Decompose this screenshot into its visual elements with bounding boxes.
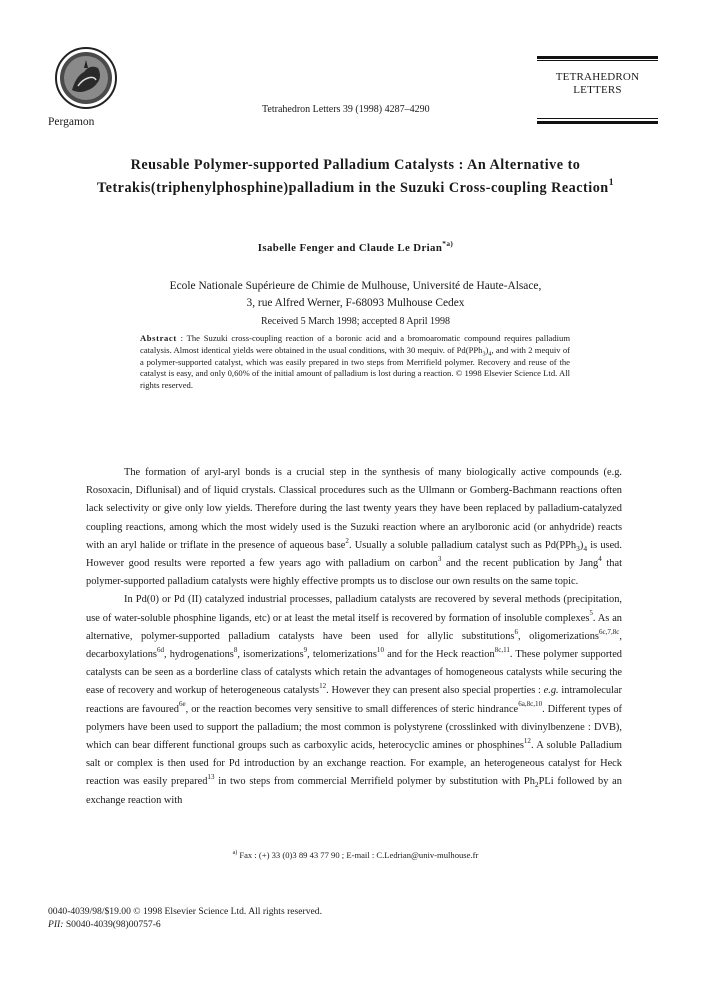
abstract-text: : The Suzuki cross-coupling reaction of a boronic acid and a bromoaromatic compound requires palladium catalysis. Almost identical yields were obtained in the usual conditions, with 30 mequiv. of Pd(PPh: [140, 333, 570, 355]
ref: 6: [514, 627, 518, 636]
ref: 8c,11: [494, 645, 510, 654]
corresponding-mark: *a): [442, 238, 454, 248]
text: The formation of aryl-aryl bonds is a crucial step in the synthesis of many biologically active compounds (e.g. Rosoxacin, Diflunisal) and of liquid crystals. Classical procedures such as the Ullmann or Gomberg-Bachmann reactions often lack selectivity or give only low yields. Therefore during the last twenty years they have been replaced by palladium-catalyzed coupling reactions, among which the most widely used is the Suzuki reaction where an arylboronic acid (or anhydride) reacts with an aryl halide or triflate in the presence of aqueous base: [86, 467, 622, 551]
text: , telomerizations: [307, 649, 377, 661]
header-rule-thin: [537, 118, 658, 119]
journal-name-line: LETTERS: [573, 84, 622, 96]
text: is used. However good results were reported a few years ago with palladium on carbon: [86, 539, 622, 570]
ref: 6a,8c,10: [518, 700, 543, 709]
footnote-ref: 1: [608, 177, 615, 189]
pii-value: S0040-4039(98)00757-6: [63, 918, 161, 930]
ref: 5: [589, 609, 593, 618]
italic-text: e.g.: [543, 685, 559, 697]
journal-name: [537, 71, 658, 97]
subscript: 4: [488, 350, 492, 358]
text: that polymer-supported palladium catalysts were highly effective prompts us to disclose our own results on the same topic.: [86, 558, 622, 588]
article-title: [40, 154, 671, 200]
issn-line: 0040-4039/98/$19.00 © 1998 Elsevier Science Ltd. All rights reserved.: [48, 906, 322, 917]
title-line: [40, 177, 671, 200]
subscript: 4: [583, 543, 588, 553]
ref: 2: [345, 536, 349, 545]
footnote-mark: a): [232, 849, 238, 856]
copyright-block: [48, 906, 322, 931]
journal-citation: Tetrahedron Letters 39 (1998) 4287–4290: [262, 104, 430, 115]
header-rule-thick: [537, 56, 658, 59]
pii-line: [48, 919, 322, 932]
text: , oligomerizations: [518, 630, 599, 642]
subscript: 2: [534, 780, 539, 790]
text: intramolecular reactions are favoured: [86, 685, 622, 715]
authors: [0, 238, 711, 254]
elsevier-tree-logo-icon: [54, 46, 118, 110]
author-footnote: [0, 850, 711, 860]
text: . A soluble Palladium salt or complex is then used for Pd introduction by an exchange reaction. For example, an heterogeneous catalyst for Heck reaction was easily prepared: [86, 740, 622, 788]
abstract-heading: Abstract: [140, 333, 177, 343]
publisher-name: Pergamon: [48, 116, 95, 128]
subscript: 3: [482, 350, 486, 358]
text: , hydrogenations: [164, 649, 234, 661]
text: . These polymer supported catalysts can be seen as a borderline class of catalysts which retain the advantages of homogeneous catalysts while securing the ease of recovery and workup of heterogeneous catalysts: [86, 649, 623, 697]
abstract: [140, 333, 570, 392]
received-dates: Received 5 March 1998; accepted 8 April 1998: [260, 316, 451, 327]
paragraph: [86, 591, 622, 809]
ref: 12: [319, 682, 327, 691]
text: , decarboxylations: [86, 630, 622, 661]
header-rule-thin: [537, 60, 658, 61]
text: . Different types of polymers have been used to support the palladium; the most common is polystyrene (crosslinked with divinylbenzene : DVB), which can bear different functional groups such as carboxylic acids, heterocyclic amines or phosphines: [86, 703, 623, 752]
affiliation-line: 3, rue Alfred Werner, F-68093 Mulhouse Cedex: [246, 297, 465, 309]
ref: 6c,7,8c: [598, 627, 620, 636]
text: and for the Heck reaction: [383, 649, 495, 661]
header-rule-thick: [537, 121, 658, 124]
text: In Pd(0) or Pd (II) catalyzed industrial processes, palladium catalysts are recovered by several methods (precipitation, use of water-soluble phosphine ligands, etc) or at least the metal itself is recovered by formation of insoluble complexes: [86, 594, 622, 624]
body-text: [86, 464, 622, 810]
text: ): [579, 539, 584, 551]
text: , isomerizations: [237, 649, 304, 661]
ref: 10: [376, 645, 384, 654]
footnote-text: Fax : (+) 33 (0)3 89 43 77 90 ; E-mail : C.Ledrian@univ-mulhouse.fr: [237, 850, 479, 860]
ref: 6e: [179, 700, 186, 709]
ref: 13: [207, 773, 215, 782]
text: , or the reaction becomes very sensitive to small differences of steric hindrance: [185, 703, 519, 715]
ref: 4: [598, 554, 602, 563]
ref: 12: [523, 736, 531, 745]
paragraph: [86, 464, 622, 591]
text: in two steps from commercial Merrifield polymer by substitution with Ph: [214, 776, 535, 788]
text: . Usually a soluble palladium catalyst such as Pd(PPh: [348, 539, 577, 551]
abstract-text: , and with 2 mequiv of a polymer-supported catalyst, which was easily prepared in two steps from Merrifield polymer. Recovery and reuse of the catalyst is easy, and only 0,60% of the initial amount of palladium is lost during a reaction. © 1998 Elsevier Science Ltd. All rights reserved.: [140, 344, 570, 391]
subscript: 3: [576, 543, 580, 553]
journal-name-line: TETRAHEDRON: [555, 71, 640, 83]
affiliation-line: Ecole Nationale Supérieure de Chimie de Mulhouse, Université de Haute-Alsace,: [169, 280, 542, 292]
title-line-text: Tetrakis(triphenylphosphine)palladium in the Suzuki Cross-coupling Reaction: [96, 180, 609, 196]
text: PLi followed by an exchange reaction with: [86, 776, 622, 806]
ref: 8: [233, 645, 238, 654]
ref: 6d: [156, 645, 165, 654]
author-names: Isabelle Fenger and Claude Le Drian: [257, 242, 443, 254]
ref: 3: [437, 554, 442, 563]
text: . However they can present also special properties :: [326, 685, 544, 697]
ref: 9: [303, 645, 308, 654]
pii-label: PII:: [48, 918, 64, 930]
abstract-text: ): [485, 344, 489, 355]
text: and the recent publication by Jang: [441, 558, 599, 570]
text: . As an alternative, polymer-supported palladium catalysts have been used for allylic substitutions: [86, 612, 623, 642]
title-line: Reusable Polymer-supported Palladium Catalysts : An Alternative to: [130, 157, 581, 173]
